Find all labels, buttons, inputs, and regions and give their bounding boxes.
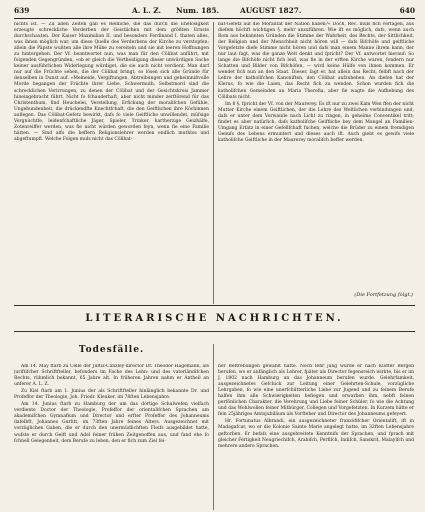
continuation-note: (Die Fortfetzung folgt.) xyxy=(354,292,413,298)
page-header xyxy=(14,4,415,17)
page-number-left: 639 xyxy=(14,6,30,15)
section-title: LITERARISCHE NACHRICHTEN. xyxy=(85,313,344,324)
section-rule-bottom xyxy=(14,331,415,332)
obituary-paragraph: Zu Kiel ftarb am 1. Junius der als Schriftfteller hinlänglich bekannte Dr. und Profeffor der Theologie, Joh. Friedr. Kleuker, im 78ften Lebensjahre. xyxy=(14,389,209,401)
obituary-paragraph: Am 14. Junius ftarb zu Hamburg der um das dortige Schulwefen vielfach verdiente Doctor der Theologie, Profeffor der orientalifchen Sprachen am akademifchen Gymnafium und Director und erfter Profeffor des Johanneums dafelbft, Johannes Gurlitt, im 73ften Jahre feines Alters. Ausgezeichnet mit vorzüglichen Gaben, die er durch den unermüdlichften Fleifs ausgebildet hatte, wufste er durch Geift und Adel feiner frühen Zeitgenoffen aus, und fand ehe fo fchnell Gelegenheit, dem Berufe zu leben, den er fich zum Ziel fei- xyxy=(14,402,209,444)
obituary-paragraph: Hr. Fortunatus Albrandi, ein ausgezeichneter franzöfifcher Orientalift, ift in Madagafcar, wo er die Kolonie Sainte Marie angelegt hatte, im 32ften Lebensjahre geftorben. Er befafs eine ausgebreitete Kenntnifs der Sprachen, und fprach mit gleicher Fertigkeit Neugriechifch, Arabifch, Perfifch, Indifch, Sanskrit, Malayifch und mehrere andere Sprachen. xyxy=(218,419,414,449)
journal-name: A. L. Z. xyxy=(132,6,162,15)
issue-number: Num. 185. xyxy=(176,6,220,15)
article-paragraph: bat-Gefetz auf die Moralität der Nation haben?« Doch, Rec. muls fich verfagen, aus diefem höchft wichtigen §. mehr anzuführen. Wie ift es möglich, dafs, wenn auch Rom aus bekannten Gründen die Stimme der Wahrheit, des Rechts, der Sittlichkeit, der Religion und der Menschheit nicht hören will — dafs Bifchöfe und geiftliche Vorgefetzte diefe Stimme nicht hören und dafs man einem Manne ihrem kann, der nur laut fagt, was die ganze Welt denkt und fpricht? Der Vf. antwortet hierauf: So lange die Bifchöfe nicht fich leid, was fie in der erften Kirche waren, fondern nur Schatten und Bilder von Bifchöfen, — wird keine Hülfe von ihnen kommen. Er wendet fich nun an den Staat. Dieser, fagt er, hat allein das Recht, felbft nach der Lehre der katholifchen Kanoniften, den Cölibat aufzuheben. An diefen hat der Klerus, fo wie die Laien, das Recht fich zu wenden. Schon wurden fich die katholifchen Gemeinden an Maria Therefia, aber fie wagte die Aufhebung des Cölibats nicht. xyxy=(218,22,414,100)
article-paragraph: nichts ist. — Zu allen Zeiten gab es Redliche, die das durch die Ehelosigkeit erzeugte schreckliche Verderben der Geistlichen mit dem größten Ernste durchschauten. Der Kaiser Maximilian II. und besonders Ferdinand I. thaten alles, was ihnen möglich war, um diese Quelle des Verderbens der Kirche zu verstopfen; allein die Päpste wußten alle ihre Mühe zu vereiteln und sie mit leeren Hoffnungen zu hintergehen. Der Vf. beantwortet nun, was man für den Cölibat anführt, mit folgenden Gegengründen, »ob er gleich die Vertheidigung dieser unwürdigen Sache keiner ausführlichen Widerlegung würdiget, die sie auch nicht verdient. Man darf nur auf die Früchte sehen, die der Cölibat bringt, so lösen sich alle Gründe für denselben in Dunst auf. »Meineide, Vergiftungen, Abtreibungen und geheimnißvolle Morde begangen der Früchte ihrer Liebe, Schwermuth, Selbstmord sind die schrecklichen Verirrungen, zu denen der Cölibat und der Gesichtskreis Jammer hineingebracht führt. Nicht fo fchauderhaft, aber nicht minder zerftörend für das Christenthum, find Heuchelei, Verstellung, Erfickung der moralifchen Gefühle, Ungebundenheit, die drückendfte Knechtfchaft, die den Geiftlichen ihre Köchinnen auflegen. Das Cölibat-Gefetz bewirkt, dafs fo viele Geiftliche unwillendet, müfsige Vergnüchtfe, leidenfchaftliche Jäger, Spieler, Trinker, hartherzige Geizhälfe, Zotenreiffer werden, was fie nicht würden geworden feyn, wenn fie eine Familie hätten. — Sind alfo die beffern Religionslehrer werden endlich muthlos und abgeftumpft. Welche Folgen muls nicht das Cölibat- xyxy=(14,22,209,142)
page-number-right: 640 xyxy=(399,6,415,15)
article-paragraph: Im 8 §. fpricht der Vf. von der Maurerey. Es ift nur zu zwei Kam Wen ffen der nicht Mutter Kirche einem Geiftlichen, der die Lehre des Weltlichen verbindungen und, dafs er unter dem Vorwande nach Licht zu ringen, in geheime Conventikel tritt; findet es aber natürlich, dafs katholifche Geiftliche bey dem Mangel an Familien-Umgang Erfatz in einer Gefellfchaft fuchen, welche die Brüder zu einem fremdigen Genufs des Lebens ermuntert und dieses auch ift. Auch giebt es gewifs viele katholifche Geiftliche in der Maurerey moralifch beffer werden. xyxy=(218,101,414,143)
header-rule xyxy=(14,18,415,19)
obituary-column-right xyxy=(218,364,414,510)
subsection-title: Todesfälle. xyxy=(78,345,145,355)
article-column-left xyxy=(14,22,209,291)
obituary-column-left xyxy=(14,364,209,510)
column-divider xyxy=(213,344,214,510)
section-rule-top xyxy=(14,305,415,306)
article-column-right xyxy=(218,22,414,291)
issue-date: AUGUST 1827. xyxy=(240,6,302,15)
obituary-paragraph: Am 14. May ftarb zu Celle der Juftiz-Canzley-director Dr. Theodor Hagemann, als juriftifcher Schriftfteller, befonders im Fache des Lehn- und des vaterländifchen Rechts, rühmlich bekannt, 65 Jahre alt. In früheren Jahren nahm er Antheil an unferer A. L. Z. xyxy=(14,364,209,388)
obituary-paragraph: ner Beftrebungen gewählt hatte. Noch fehr jung wurde er nach Klofter Bergen berufen, wo er anfänglich als Lehrer, fpäter als Director fegensreich wirkte, bis er im J. 1802 nach Hamburg an das Johanneum berufen wurde. Gelehrfamkeit, ausgezeichnetes Gefchick zur Leitung einer Gelehrten-Schule, vorzügliche Lehrgaben, fo wie eine unerfchütterliche Liebe zur Jugend und zu feinem Berufe halfen ihm alle Schwierigkeiten befiegen und erwarben ihm, nebft feinen perfönlichen Charakter, die Verehrung und Liebe feiner Schüler, fo wie die Achtung und das Wohlwollen feiner Mitbürger, Collegen und Vorgefetzten. In Kurzem hätte er fein 25jähriges Amtsjubiläum als Vorfteher und Director des Johanneums gefeyert. xyxy=(218,364,414,418)
column-divider xyxy=(213,22,214,304)
